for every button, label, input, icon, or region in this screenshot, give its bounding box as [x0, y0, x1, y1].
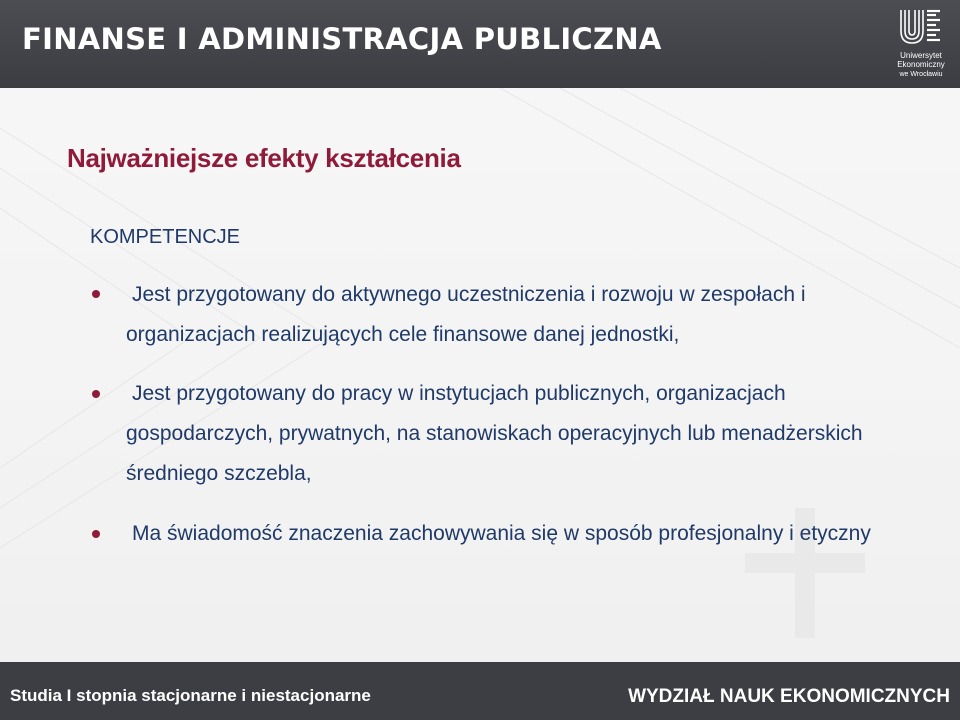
- logo-text-line3: we Wrocławiu: [899, 71, 943, 78]
- footer-bar: [0, 662, 960, 720]
- competences-heading: KOMPETENCJE: [90, 226, 241, 248]
- logo-text-line2: Ekonomiczny: [897, 60, 945, 69]
- bullet-dot-icon: [92, 290, 100, 298]
- list-item-text: Jest przygotowany do aktywnego uczestniczenia i rozwoju w zespołach i organizacjach realizujących cele finansowe danej jednostki,: [126, 283, 806, 346]
- presentation-title: FINANSE I ADMINISTRACJA PUBLICZNA: [22, 22, 662, 56]
- list-item-text: Jest przygotowany do pracy w instytucjach publicznych, organizacjach gospodarczych, prywatnych, na stanowiskach operacyjnych lub menadżerskich średniego szczebla,: [126, 382, 863, 485]
- logo-text-line1: Uniwersytet: [900, 51, 942, 60]
- header-bar: [0, 0, 960, 88]
- list-item-text: Ma świadomość znaczenia zachowywania się w sposób profesjonalny i etyczny: [132, 522, 871, 545]
- bullet-dot-icon: [92, 530, 100, 538]
- ue-logo-icon: [898, 7, 942, 47]
- faculty-name: WYDZIAŁ NAUK EKONOMICZNYCH: [628, 686, 950, 707]
- university-logo: [876, 7, 956, 83]
- bullet-dot-icon: [92, 390, 100, 398]
- study-level-label: Studia I stopnia stacjonarne i niestacjonarne: [10, 686, 371, 705]
- section-title: Najważniejsze efekty kształcenia: [67, 143, 461, 173]
